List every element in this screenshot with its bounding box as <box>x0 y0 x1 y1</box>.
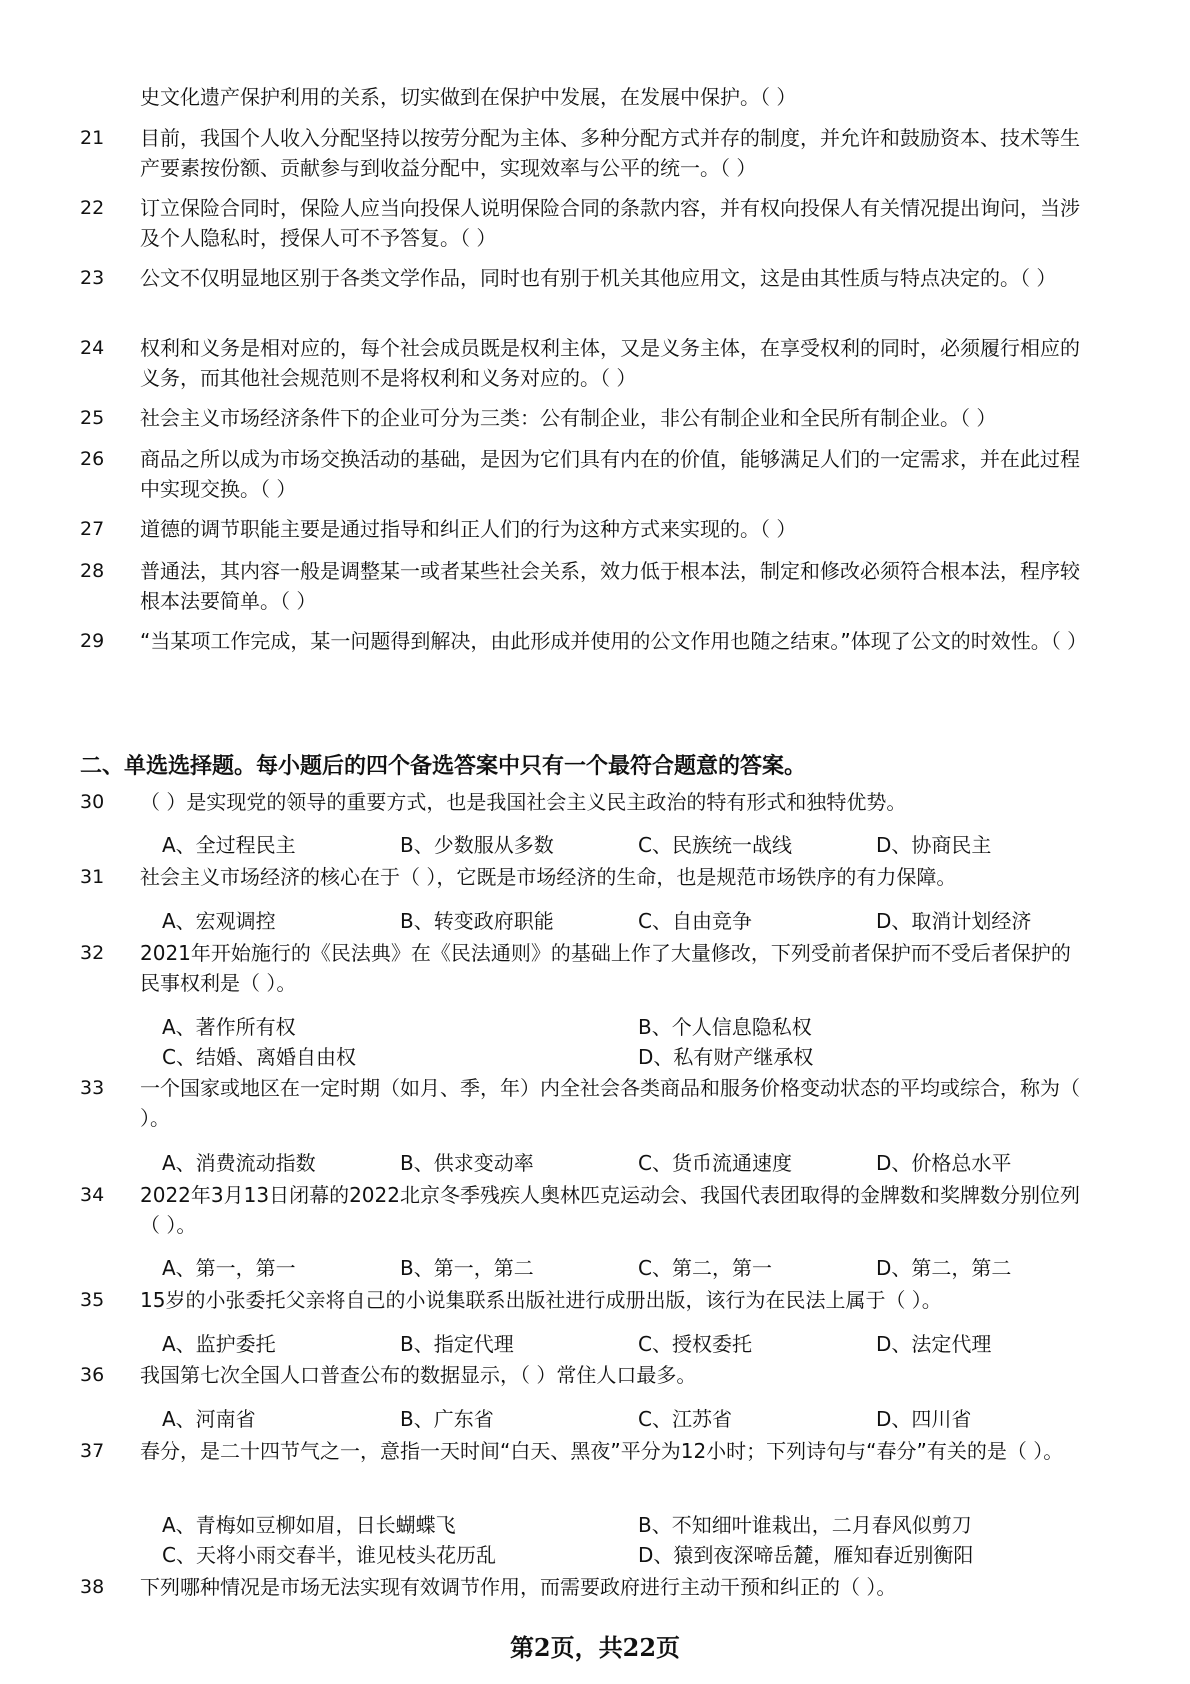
question-number: 37 <box>80 1440 105 1462</box>
option-b: B、少数服从多数 <box>400 833 554 857</box>
section-title: 二、单选选择题。每小题后的四个备选答案中只有一个最符合题意的答案。 <box>80 754 807 779</box>
option-c: C、结婚、离婚自由权 <box>162 1045 356 1069</box>
question-number: 28 <box>80 560 105 582</box>
question-31 <box>80 862 1080 892</box>
option-c: C、自由竞争 <box>638 909 752 933</box>
option-a: A、全过程民主 <box>162 833 296 857</box>
question-number: 34 <box>80 1184 105 1206</box>
question-text: 史文化遗产保护利用的关系，切实做到在保护中发展，在发展中保护。（ ） <box>140 85 797 109</box>
question-text: 权利和义务是相对应的，每个社会成员既是权利主体，又是义务主体，在享受权利的同时，必须履行相应的义务，而其他社会规范则不是将权利和义务对应的。（ ） <box>140 336 1080 390</box>
question-number: 27 <box>80 518 105 540</box>
option-b: B、第一，第二 <box>400 1256 534 1280</box>
question-text: 道德的调节职能主要是通过指导和纠正人们的行为这种方式来实现的。（ ） <box>140 517 797 541</box>
question-number: 30 <box>80 791 105 813</box>
option-b: B、指定代理 <box>400 1332 514 1356</box>
question-number: 23 <box>80 267 105 289</box>
option-d: D、协商民主 <box>876 833 992 857</box>
option-c: C、民族统一战线 <box>638 833 792 857</box>
question-38 <box>80 1572 1080 1602</box>
page-number-footer: 第2页，共22页 <box>509 1633 681 1662</box>
question-text: 商品之所以成为市场交换活动的基础，是因为它们具有内在的价值，能够满足人们的一定需求，并在此过程中实现交换。（ ） <box>140 447 1080 501</box>
question-text: 一个国家或地区在一定时期（如月、季，年）内全社会各类商品和服务价格变动状态的平均或综合，称为（ ）。 <box>140 1076 1080 1130</box>
question-28 <box>80 556 1080 616</box>
question-24 <box>80 333 1080 393</box>
option-b: B、转变政府职能 <box>400 909 554 933</box>
question-37 <box>80 1436 1080 1466</box>
option-c: C、天将小雨交春半，谁见枝头花历乱 <box>162 1543 496 1567</box>
question-number: 21 <box>80 127 105 149</box>
option-c: C、江苏省 <box>638 1407 732 1431</box>
option-a: A、河南省 <box>162 1407 256 1431</box>
question-number: 26 <box>80 448 105 470</box>
question-text: 社会主义市场经济的核心在于（ ），它既是市场经济的生命，也是规范市场铁序的有力保障。 <box>140 865 957 889</box>
question-25 <box>80 403 1080 433</box>
question-27 <box>80 514 1080 544</box>
question-number: 36 <box>80 1364 105 1386</box>
question-text: 2021年开始施行的《民法典》在《民法通则》的基础上作了大量修改，下列受前者保护而不受后者保护的民事权利是（ ）。 <box>140 941 1071 995</box>
option-d: D、法定代理 <box>876 1332 992 1356</box>
question-20-continued <box>80 82 1080 112</box>
option-c: C、授权委托 <box>638 1332 752 1356</box>
question-23 <box>80 263 1080 293</box>
option-a: A、监护委托 <box>162 1332 276 1356</box>
question-text: 2022年3月13日闭幕的2022北京冬季残疾人奥林匹克运动会、我国代表团取得的金牌数和奖牌数分别位列（ ）。 <box>140 1183 1080 1237</box>
option-d: D、取消计划经济 <box>876 909 1032 933</box>
question-text: 普通法，其内容一般是调整某一或者某些社会关系，效力低于根本法，制定和修改必须符合根本法，程序较根本法要简单。（ ） <box>140 559 1080 613</box>
question-number: 38 <box>80 1576 105 1598</box>
question-33 <box>80 1073 1080 1133</box>
question-29 <box>80 626 1088 656</box>
question-text: 我国第七次全国人口普查公布的数据显示，（ ）常住人口最多。 <box>140 1363 697 1387</box>
question-text: 社会主义市场经济条件下的企业可分为三类：公有制企业，非公有制企业和全民所有制企业。（ ） <box>140 406 997 430</box>
question-text: 公文不仅明显地区别于各类文学作品，同时也有别于机关其他应用文，这是由其性质与特点决定的。（ ） <box>140 266 1057 290</box>
option-c: C、货币流通速度 <box>638 1151 792 1175</box>
question-number: 24 <box>80 337 105 359</box>
option-a: A、宏观调控 <box>162 909 276 933</box>
option-c: C、第二，第一 <box>638 1256 772 1280</box>
question-34 <box>80 1180 1080 1240</box>
question-number: 31 <box>80 866 105 888</box>
question-text: 订立保险合同时，保险人应当向投保人说明保险合同的条款内容，并有权向投保人有关情况提出询问，当涉及个人隐私时，授保人可不予答复。（ ） <box>140 196 1080 250</box>
question-text: 目前，我国个人收入分配坚持以按劳分配为主体、多种分配方式并存的制度，并允许和鼓励资本、技术等生产要素按份额、贡献参与到收益分配中，实现效率与公平的统一。（ ） <box>140 126 1080 180</box>
option-a: A、著作所有权 <box>162 1015 296 1039</box>
question-21 <box>80 123 1080 183</box>
question-number: 25 <box>80 407 105 429</box>
question-text: 15岁的小张委托父亲将自己的小说集联系出版社进行成册出版，该行为在民法上属于（ ）。 <box>140 1288 942 1312</box>
question-30 <box>80 787 1080 817</box>
question-36 <box>80 1360 1080 1390</box>
option-d: D、第二，第二 <box>876 1256 1012 1280</box>
option-b: B、广东省 <box>400 1407 494 1431</box>
option-a: A、第一，第一 <box>162 1256 296 1280</box>
question-number: 29 <box>80 630 105 652</box>
option-d: D、猿到夜深啼岳麓，雁知春近别衡阳 <box>638 1543 974 1567</box>
question-text: 下列哪种情况是市场无法实现有效调节作用，而需要政府进行主动干预和纠正的（ ）。 <box>140 1575 897 1599</box>
question-number: 33 <box>80 1077 105 1099</box>
question-number: 22 <box>80 197 105 219</box>
question-22 <box>80 193 1080 253</box>
question-number: 32 <box>80 942 105 964</box>
option-d: D、价格总水平 <box>876 1151 1012 1175</box>
question-text: （ ）是实现党的领导的重要方式，也是我国社会主义民主政治的特有形式和独特优势。 <box>140 790 907 814</box>
option-b: B、供求变动率 <box>400 1151 534 1175</box>
question-32 <box>80 938 1080 998</box>
option-a: A、青梅如豆柳如眉，日长蝴蝶飞 <box>162 1513 456 1537</box>
question-text: “当某项工作完成，某一问题得到解决，由此形成并使用的公文作用也随之结束。”体现了公文的时效性。（ ） <box>140 629 1088 653</box>
option-d: D、四川省 <box>876 1407 972 1431</box>
question-number: 35 <box>80 1289 105 1311</box>
option-b: B、个人信息隐私权 <box>638 1015 812 1039</box>
option-a: A、消费流动指数 <box>162 1151 316 1175</box>
option-d: D、私有财产继承权 <box>638 1045 814 1069</box>
question-26 <box>80 444 1080 504</box>
option-b: B、不知细叶谁栽出，二月春风似剪刀 <box>638 1513 972 1537</box>
question-text: 春分，是二十四节气之一，意指一天时间“白天、黑夜”平分为12小时；下列诗句与“春分”有关的是（ ）。 <box>140 1439 1064 1463</box>
question-35 <box>80 1285 1080 1315</box>
